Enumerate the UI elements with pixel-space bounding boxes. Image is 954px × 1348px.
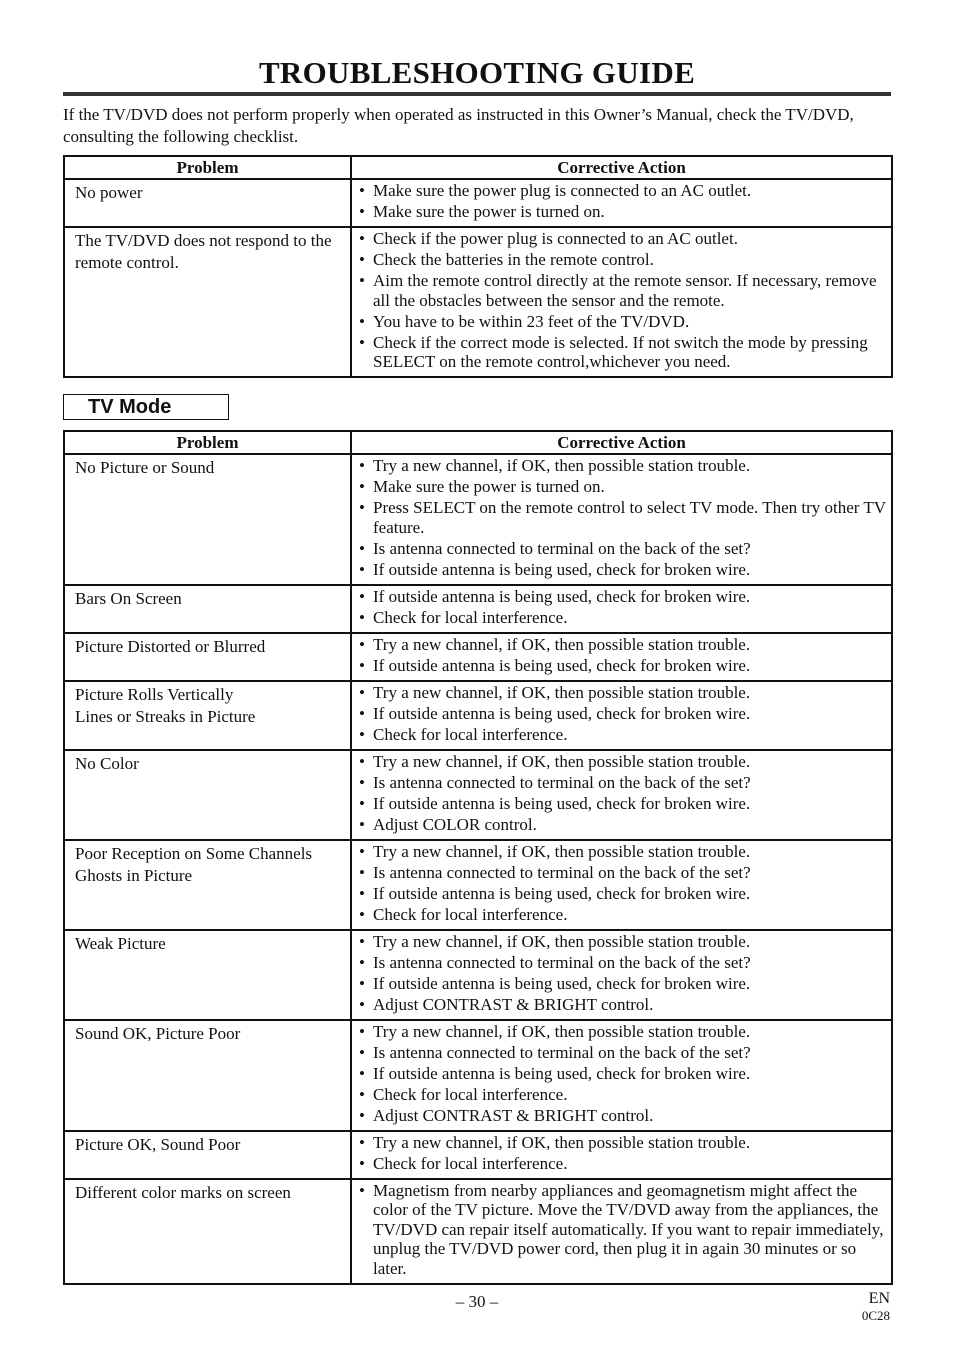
corrective-action-cell: [351, 585, 892, 633]
problem-text: Picture OK, Sound Poor: [75, 1134, 241, 1154]
table-row: [64, 681, 892, 750]
action-item: • Try a new channel, if OK, then possible station trouble.: [359, 456, 891, 476]
problem-cell: [64, 681, 351, 750]
table-row: [64, 1020, 892, 1131]
table-row: [64, 454, 892, 585]
page-number: – 30 –: [455, 1292, 499, 1311]
table-row: [64, 840, 892, 930]
action-item: • Magnetism from nearby appliances and geomagnetism might affect the color of the TV picture. Move the TV/DVD away from the appliances, the TV/DVD can repair itself automatically. If you want to repair immediately, unplug the TV/DVD power cord, then plug it in again 30 minutes or so later.: [359, 1181, 891, 1279]
action-item: • Is antenna connected to terminal on the back of the set?: [359, 953, 891, 973]
problem-cell: [64, 840, 351, 930]
problem-text: No Picture or Sound: [75, 458, 215, 477]
action-item: • Check if the correct mode is selected. If not switch the mode by pressing SELECT on the remote control,whichever you need.: [359, 333, 891, 372]
title-rule: [63, 92, 891, 96]
problem-text: Poor Reception on Some Channels: [75, 843, 313, 863]
table-header-row: [64, 156, 892, 179]
problem-cell: [64, 1020, 351, 1131]
action-list: [359, 683, 891, 745]
problem-text: Picture Rolls Vertically: [75, 684, 234, 704]
table-row: [64, 1179, 892, 1284]
action-item: • Try a new channel, if OK, then possible station trouble.: [359, 1022, 891, 1042]
corrective-action-cell: [351, 930, 892, 1020]
problem-text: Sound OK, Picture Poor: [75, 1023, 241, 1043]
corrective-action-cell: [351, 633, 892, 681]
action-item: • Check for local interference.: [359, 1085, 891, 1105]
action-list: [359, 456, 891, 579]
action-list: [359, 752, 891, 835]
corrective-action-cell: [351, 681, 892, 750]
tv-mode-troubleshooting-table: [63, 430, 893, 1285]
action-item: • Is antenna connected to terminal on the back of the set?: [359, 539, 891, 559]
corrective-action-cell: [351, 750, 892, 840]
action-item: • Try a new channel, if OK, then possible station trouble.: [359, 1133, 891, 1153]
document-page: [63, 54, 891, 1285]
action-list: [359, 181, 891, 222]
problem-cell: [64, 930, 351, 1020]
document-code: 0C28: [861, 1308, 890, 1323]
action-column-header: Corrective Action: [351, 431, 892, 454]
corrective-action-cell: [351, 1131, 892, 1179]
action-list: [359, 229, 891, 372]
intro-paragraph: If the TV/DVD does not perform properly when operated as instructed in this Owner’s Manual, check the TV/DVD, consulting the following checklist.: [63, 105, 854, 146]
action-list: [359, 1181, 891, 1279]
action-item: • If outside antenna is being used, check for broken wire.: [359, 1064, 891, 1084]
action-item: • If outside antenna is being used, check for broken wire.: [359, 974, 891, 994]
problem-cell: [64, 454, 351, 585]
action-item: • Adjust CONTRAST & BRIGHT control.: [359, 995, 891, 1015]
action-item: • Check for local interference.: [359, 608, 891, 628]
action-list: [359, 1133, 891, 1174]
action-item: • Is antenna connected to terminal on the back of the set?: [359, 863, 891, 883]
problem-text: The TV/DVD does not respond to the remote control.: [75, 231, 332, 272]
table-row: [64, 227, 892, 377]
problem-cell: [64, 633, 351, 681]
corrective-action-cell: [351, 454, 892, 585]
problem-text: Lines or Streaks in Picture: [75, 706, 256, 726]
table-row: [64, 179, 892, 227]
table-row: [64, 585, 892, 633]
problem-cell: [64, 1179, 351, 1284]
action-item: • If outside antenna is being used, check for broken wire.: [359, 794, 891, 814]
action-item: • Try a new channel, if OK, then possible station trouble.: [359, 842, 891, 862]
problem-text: No Color: [75, 753, 139, 773]
action-list: [359, 635, 891, 676]
table-row: [64, 633, 892, 681]
action-item: • Check if the power plug is connected to an AC outlet.: [359, 229, 891, 249]
action-list: [359, 932, 891, 1015]
corrective-action-cell: [351, 840, 892, 930]
action-item: • Is antenna connected to terminal on the back of the set?: [359, 773, 891, 793]
action-item: • Press SELECT on the remote control to select TV mode. Then try other TV feature.: [359, 498, 891, 537]
action-item: • Try a new channel, if OK, then possible station trouble.: [359, 635, 891, 655]
problem-text: No power: [75, 183, 143, 202]
problem-cell: [64, 179, 351, 227]
corrective-action-cell: [351, 227, 892, 377]
action-item: • If outside antenna is being used, check for broken wire.: [359, 587, 891, 607]
general-table-body: [64, 179, 892, 377]
problem-cell: [64, 227, 351, 377]
action-item: • If outside antenna is being used, check for broken wire.: [359, 884, 891, 904]
action-item: • You have to be within 23 feet of the TV/DVD.: [359, 312, 891, 332]
action-item: • Check for local interference.: [359, 725, 891, 745]
action-item: • Adjust COLOR control.: [359, 815, 891, 835]
table-row: [64, 1131, 892, 1179]
corrective-action-cell: [351, 1020, 892, 1131]
action-column-header: Corrective Action: [351, 156, 892, 179]
action-item: • If outside antenna is being used, check for broken wire.: [359, 704, 891, 724]
action-item: • Make sure the power is turned on.: [359, 202, 891, 222]
language-code: EN: [868, 1290, 890, 1307]
action-item: • If outside antenna is being used, check for broken wire.: [359, 656, 891, 676]
action-item: • Check the batteries in the remote control.: [359, 250, 891, 270]
problem-text: Ghosts in Picture: [75, 865, 193, 885]
tv-mode-section-label: TV Mode: [63, 394, 229, 420]
problem-text: Bars On Screen: [75, 588, 182, 608]
action-item: • Try a new channel, if OK, then possible station trouble.: [359, 932, 891, 952]
action-item: • Is antenna connected to terminal on the back of the set?: [359, 1043, 891, 1063]
table-row: [64, 750, 892, 840]
table-row: [64, 930, 892, 1020]
action-item: • Adjust CONTRAST & BRIGHT control.: [359, 1106, 891, 1126]
action-item: • Try a new channel, if OK, then possible station trouble.: [359, 752, 891, 772]
page-title: TROUBLESHOOTING GUIDE: [258, 55, 696, 90]
problem-cell: [64, 750, 351, 840]
corrective-action-cell: [351, 179, 892, 227]
general-troubleshooting-table: [63, 155, 893, 378]
action-item: • Try a new channel, if OK, then possible station trouble.: [359, 683, 891, 703]
action-item: • Make sure the power is turned on.: [359, 477, 891, 497]
problem-cell: [64, 1131, 351, 1179]
problem-text: Different color marks on screen: [75, 1182, 291, 1202]
action-item: • Aim the remote control directly at the remote sensor. If necessary, remove all the obstacles between the sensor and the remote.: [359, 271, 891, 310]
problem-column-header: Problem: [64, 431, 351, 454]
problem-column-header: Problem: [64, 156, 351, 179]
problem-cell: [64, 585, 351, 633]
action-list: [359, 842, 891, 925]
action-item: • Check for local interference.: [359, 905, 891, 925]
problem-text: Picture Distorted or Blurred: [75, 636, 266, 656]
action-item: • Make sure the power plug is connected to an AC outlet.: [359, 181, 891, 201]
action-list: [359, 587, 891, 628]
tv-table-body: [64, 454, 892, 1284]
action-item: • If outside antenna is being used, check for broken wire.: [359, 560, 891, 580]
action-list: [359, 1022, 891, 1126]
problem-text: Weak Picture: [75, 933, 166, 953]
table-header-row: [64, 431, 892, 454]
action-item: • Check for local interference.: [359, 1154, 891, 1174]
corrective-action-cell: [351, 1179, 892, 1284]
